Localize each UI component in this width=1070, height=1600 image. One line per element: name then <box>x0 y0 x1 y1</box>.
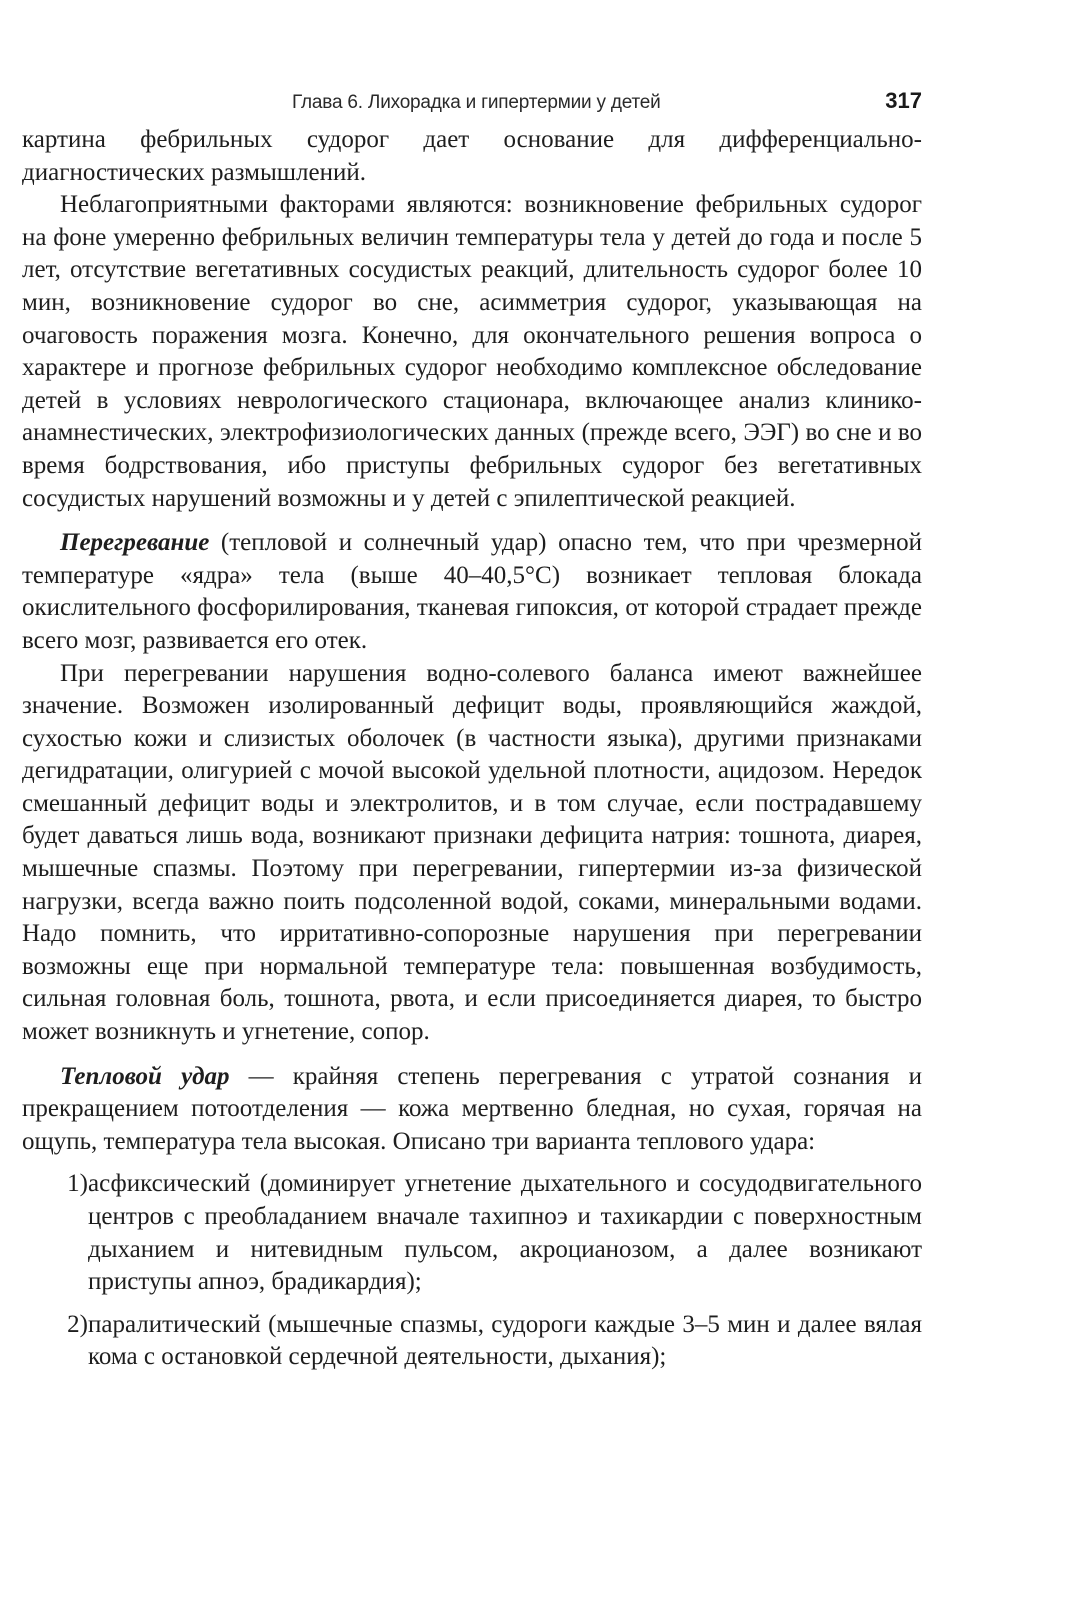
paragraph-text: — крайняя степень перегревания с утратой сознания и прекращением потоотделения — кожа мертвенно бледная, но сухая, горячая на ощупь, температура тела высокая. Описано три варианта теплового удара: <box>22 1062 922 1155</box>
paragraph <box>22 527 922 657</box>
body-text <box>22 124 922 1374</box>
list-number: 2) <box>67 1310 88 1338</box>
list-number: 1) <box>67 1170 88 1198</box>
list-item <box>22 1309 922 1374</box>
list-text: паралитический (мышечные спазмы, судороги каждые 3–5 мин и далее вялая кома с остановкой сердечной деятельности, дыхания); <box>88 1310 922 1371</box>
list-text: асфиксический (доминирует угнетение дыхательного и сосудодвигательного центров с преобладанием вначале тахипноэ и тахикардии с поверхностным дыханием и нитевидным пульсом, акроцианозом, а далее возникают приступы апноэ, брадикардия); <box>88 1170 922 1296</box>
list-item <box>22 1168 922 1298</box>
paragraph-text: Неблагоприятными факторами являются: возникновение фебрильных судорог на фоне умеренно фебрильных величин температуры тела у детей до года и после 5 лет, отсутствие вегетативных сосудистых реакций, длительность судорог более 10 мин, возникновение судорог во сне, асимметрия судорог, указывающая на очаговость поражения мозга. Конечно, для окончательного решения вопроса о характере и прогнозе фебрильных судорог необходимо комплексное обследование детей в условиях неврологического стационара, включающее анализ клинико-анамнестических, электрофизиологических данных (прежде всего, ЭЭГ) во сне и во время бодрствования, ибо приступы фебрильных судорог без вегетативных сосудистых нарушений возможны и у детей с эпилептической реакцией. <box>22 191 922 512</box>
paragraph <box>22 1061 922 1159</box>
term-overheating: Перегревание <box>60 529 210 557</box>
paragraph <box>22 658 922 1049</box>
heat-stroke-variants-list <box>22 1168 922 1374</box>
paragraph-text: картина фебрильных судорог дает основание для дифференциально-диагностических размышлений. <box>22 126 922 186</box>
paragraph <box>22 124 922 189</box>
paragraph-text: (тепловой и солнечный удар) опасно тем, что при чрезмерной температуре «ядра» тела (выше 40–40,5°С) возникает тепловая блокада окислительного фосфорилирования, тканевая гипоксия, от которой страдает прежде всего мозг, развивается его отек. <box>22 529 922 654</box>
book-page <box>22 84 922 1384</box>
page-number: 317 <box>885 88 922 113</box>
term-heat-stroke: Тепловой удар <box>60 1062 230 1090</box>
paragraph-text: При перегревании нарушения водно-солевого баланса имеют важнейшее значение. Возможен изолированный дефицит воды, проявляющийся жаждой, сухостью кожи и слизистых оболочек (в частности языка), другими признаками дегидратации, олигурией с мочой высокой удельной плотности, ацидозом. Нередок смешанный дефицит воды и электролитов, и в том случае, если пострадавшему будет даваться лишь вода, возникают признаки дефицита натрия: тошнота, диарея, мышечные спазмы. Поэтому при перегревании, гипертермии из-за физической нагрузки, всегда важно поить подсоленной водой, соками, минеральными водами. Надо помнить, что ирритативно-сопорозные нарушения при перегревании возможны еще при нормальной температуре тела: повышенная возбудимость, сильная головная боль, тошнота, рвота, и если присоединяется диарея, то быстро может возникнуть и угнетение, сопор. <box>22 659 922 1046</box>
running-header <box>22 84 922 120</box>
chapter-title: Глава 6. Лихорадка и гипертермии у детей <box>292 92 661 113</box>
paragraph <box>22 189 922 515</box>
